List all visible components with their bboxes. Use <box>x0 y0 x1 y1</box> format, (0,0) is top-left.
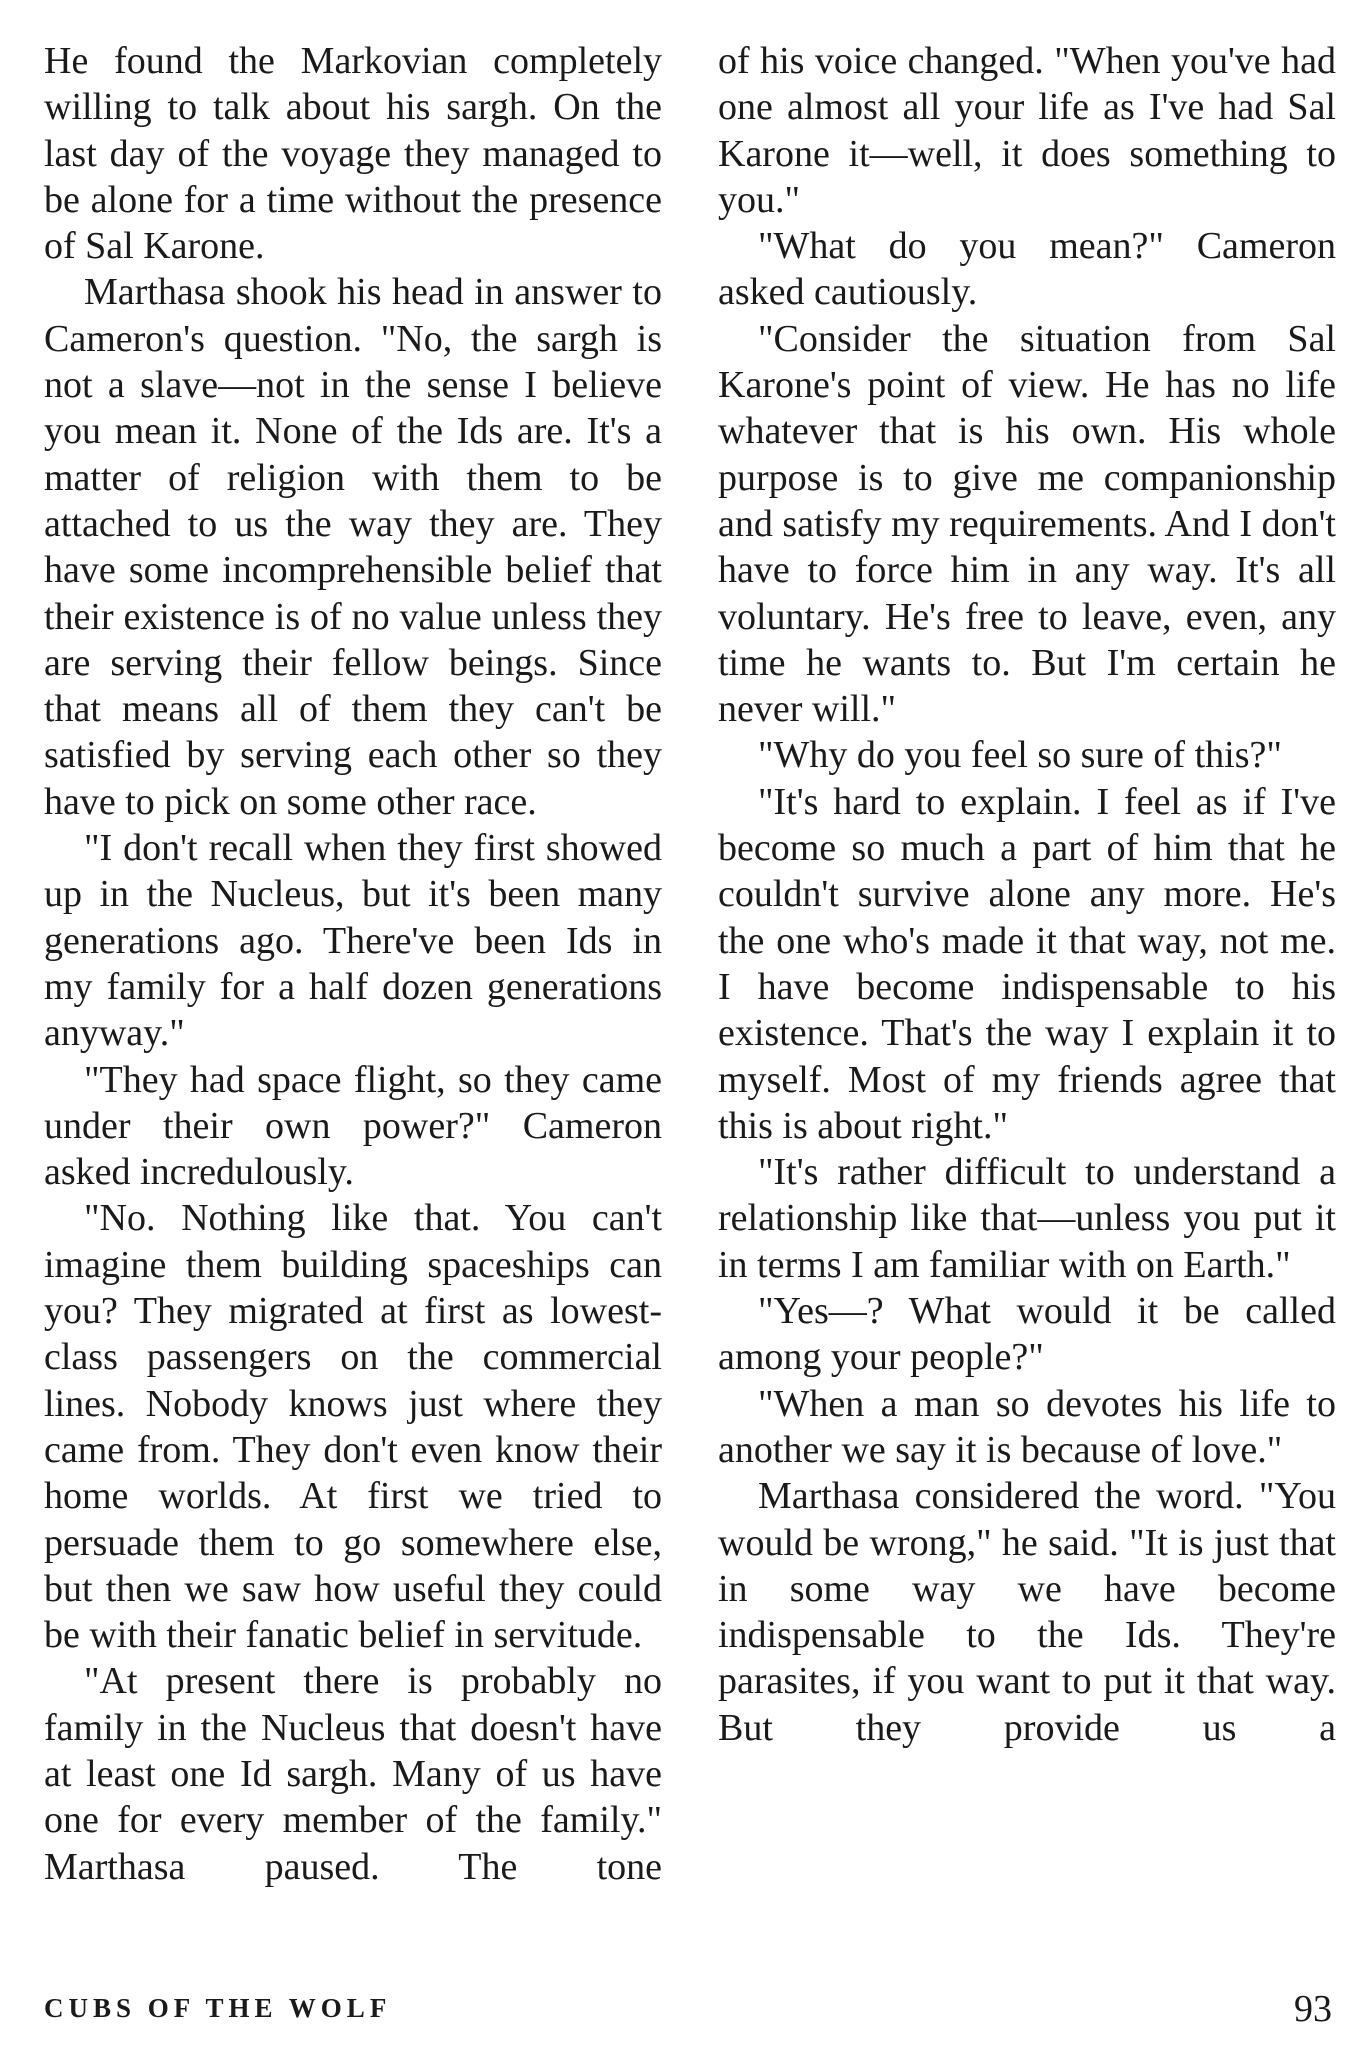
paragraph: "What do you mean?" Cameron asked cautiously. <box>718 225 1336 314</box>
page-number: 93 <box>1294 1988 1332 2030</box>
paragraph: "It's hard to explain. I feel as if I've become so much a part of him that he couldn't survive alone any more. He's the one who's made it that way, not me. I have become indispensable to his existence. That's the way I explain it to myself. Most of my friends agree that this is about right." <box>718 780 1336 1147</box>
paragraph: "I don't recall when they first showed up in the Nucleus, but it's been many generations ago. There've been Ids in my family for a half dozen generations anyway." <box>44 827 662 1055</box>
paragraph: Marthasa shook his head in answer to Cameron's question. "No, the sargh is not a slave—not in the sense I believe you mean it. None of the Ids are. It's a matter of religion with them to be attached to us the way they are. They have some incomprehensible belief that their existence is of no value unless they are serving their fellow beings. Since that means all of them they can't be satisfied by serving each other so they have to pick on some other race. <box>44 271 662 823</box>
paragraph: "It's rather difficult to understand a relationship like that—unless you put it in terms I am familiar with on Earth." <box>718 1151 1336 1286</box>
page-footer <box>44 1988 1336 2033</box>
left-text-column <box>44 38 662 1890</box>
paragraph: "No. Nothing like that. You can't imagine them building spaceships can you? They migrated at first as lowest-class passengers on the commercial lines. Nobody knows just where they came from. They don't even know their home worlds. At first we tried to persuade them to go somewhere else, but then we saw how useful they could be with their fanatic belief in servitude. <box>44 1197 662 1657</box>
paragraph: "Consider the situation from Sal Karone's point of view. He has no life whatever that is his own. His whole purpose is to give me companionship and satisfy my requirements. And I don't have to force him in any way. It's all voluntary. He's free to leave, even, any time he wants to. But I'm certain he never will." <box>718 317 1336 731</box>
paragraph: "At present there is probably no family in the Nucleus that doesn't have at least one Id sargh. Many of us have one for every member of the family." Marthasa paused. The tone <box>44 1660 662 1888</box>
paragraph: "When a man so devotes his life to another we say it is because of love." <box>718 1382 1336 1471</box>
paragraph: of his voice changed. "When you've had one almost all your life as I've had Sal Karone it—well, it does something to you." <box>718 40 1336 221</box>
paragraph: "Yes—? What would it be called among your people?" <box>718 1290 1336 1379</box>
paragraph: He found the Markovian completely willing to talk about his sargh. On the last day of the voyage they managed to be alone for a time without the presence of Sal Karone. <box>44 40 662 268</box>
paragraph: "They had space flight, so they came under their own power?" Cameron asked incredulously. <box>44 1058 662 1194</box>
paragraph: Marthasa considered the word. "You would be wrong," he said. "It is just that in some way we have become indispensable to the Ids. They're parasites, if you want to put it that way. But they provide us a <box>718 1475 1336 1749</box>
paragraph: "Why do you feel so sure of this?" <box>758 734 1282 777</box>
running-title: CUBS OF THE WOLF <box>44 1993 392 2023</box>
right-text-column <box>718 38 1336 1751</box>
